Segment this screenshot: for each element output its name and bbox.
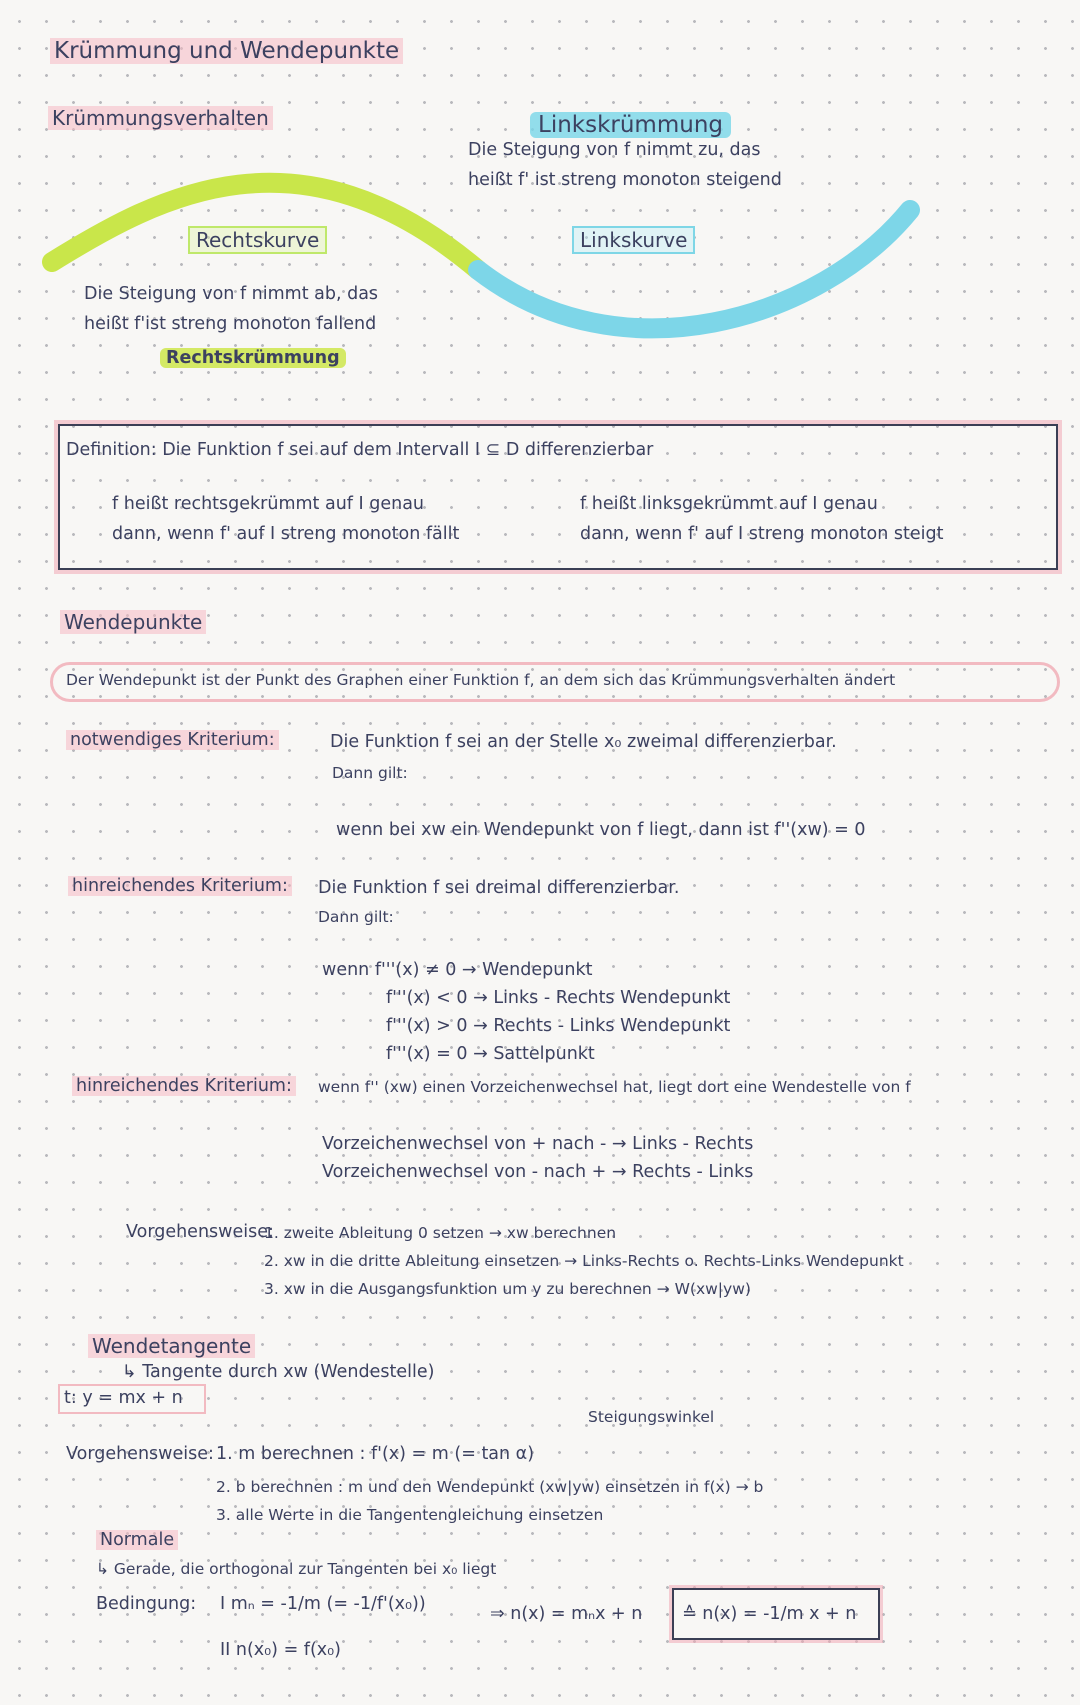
procedure-label: Vorgehensweise: [126,1222,274,1242]
normale-sub: ↳ Gerade, die orthogonal zur Tangenten bei x₀ liegt [96,1560,497,1578]
tangent-procedure-label: Vorgehensweise: [66,1444,214,1464]
necessary-criterion-2: Dann gilt: [332,764,408,782]
sufficient-criterion-1-6: f'''(x) = 0 → Sattelpunkt [386,1044,595,1064]
left-curvature-name: Rechtskrümmung [160,348,346,368]
sufficient-criterion-2-1: wenn f'' (xw) einen Vorzeichenwechsel hat, liegt dort eine Wendestelle von f [318,1078,911,1096]
necessary-criterion-label: notwendiges Kriterium: [66,730,279,750]
condition-1: I mₙ = -1/m (= -1/f'(x₀)) [220,1594,426,1614]
page-title: Krümmung und Wendepunkte [50,38,403,64]
procedure-step-2: 2. xw in die dritte Ableitung einsetzen → Links-Rechts o. Rechts-Links Wendepunkt [264,1252,904,1270]
section-heading-kruemmungsverhalten: Krümmungsverhalten [48,106,273,130]
sufficient-criterion-2-2: Vorzeichenwechsel von + nach - → Links - Rechts [322,1134,754,1154]
left-curvature-text-1: Die Steigung von f nimmt ab, das [84,284,379,304]
procedure-step-1: 1. zweite Ableitung 0 setzen → xw berechnen [264,1224,617,1242]
condition-2: II n(x₀) = f(x₀) [220,1640,341,1660]
normal-result-1: ⇒ n(x) = mₙx + n [490,1604,643,1624]
steigungswinkel-note: Steigungswinkel [588,1408,715,1426]
tangent-procedure-2: 2. b berechnen : m und den Wendepunkt (xw|yw) einsetzen in f(x) → b [216,1478,764,1496]
sufficient-criterion-1-1: Die Funktion f sei dreimal differenzierbar. [318,878,680,898]
sufficient-criterion-1-3: wenn f'''(x) ≠ 0 → Wendepunkt [322,960,593,980]
necessary-criterion-1: Die Funktion f sei an der Stelle x₀ zweimal differenzierbar. [330,732,837,752]
section-heading-normale: Normale [96,1530,178,1550]
right-curve-label: Linkskurve [572,228,695,252]
wendepunkt-definition: Der Wendepunkt ist der Punkt des Graphen einer Funktion f, an dem sich das Krümmungsverhalten ändert [66,671,896,689]
sufficient-criterion-1-5: f'''(x) > 0 → Rechts - Links Wendepunkt [386,1016,731,1036]
right-curvature-name: Linkskrümmung [530,112,731,138]
definition-right-2: dann, wenn f' auf I streng monoton steigt [580,524,944,544]
sufficient-criterion-label-2: hinreichendes Kriterium: [72,1076,296,1096]
tangent-procedure-1: 1. m berechnen : f'(x) = m (= tan α) [216,1444,535,1464]
section-heading-wendetangente: Wendetangente [88,1334,255,1358]
sufficient-criterion-1-2: Dann gilt: [318,908,394,926]
right-curvature-text-1: Die Steigung von f nimmt zu, das [468,140,761,160]
tangent-procedure-3: 3. alle Werte in die Tangentengleichung einsetzen [216,1506,604,1524]
condition-label: Bedingung: [96,1594,197,1614]
wendetangente-sub: ↳ Tangente durch xw (Wendestelle) [122,1362,435,1382]
sufficient-criterion-2-3: Vorzeichenwechsel von - nach + → Rechts - Links [322,1162,754,1182]
tangent-equation: t: y = mx + n [64,1388,183,1408]
left-curvature-text-2: heißt f'ist streng monoton fallend [84,314,377,334]
left-curve-label: Rechtskurve [188,228,327,252]
definition-right-1: f heißt linksgekrümmt auf I genau [580,494,878,514]
normal-result-2: ≙ n(x) = -1/m x + n [682,1604,857,1624]
definition-line: Definition: Die Funktion f sei auf dem Intervall I ⊆ D differenzierbar [66,440,654,460]
necessary-criterion-3: wenn bei xw ein Wendepunkt von f liegt, dann ist f''(xw) = 0 [336,820,866,840]
sufficient-criterion-1-4: f'''(x) < 0 → Links - Rechts Wendepunkt [386,988,731,1008]
sufficient-criterion-label-1: hinreichendes Kriterium: [68,876,292,896]
procedure-step-3: 3. xw in die Ausgangsfunktion um y zu berechnen → W(xw|yw) [264,1280,751,1298]
definition-left-1: f heißt rechtsgekrümmt auf I genau [112,494,425,514]
definition-left-2: dann, wenn f' auf I streng monoton fällt [112,524,460,544]
right-curvature-text-2: heißt f' ist streng monoton steigend [468,170,782,190]
section-heading-wendepunkte: Wendepunkte [60,610,206,634]
